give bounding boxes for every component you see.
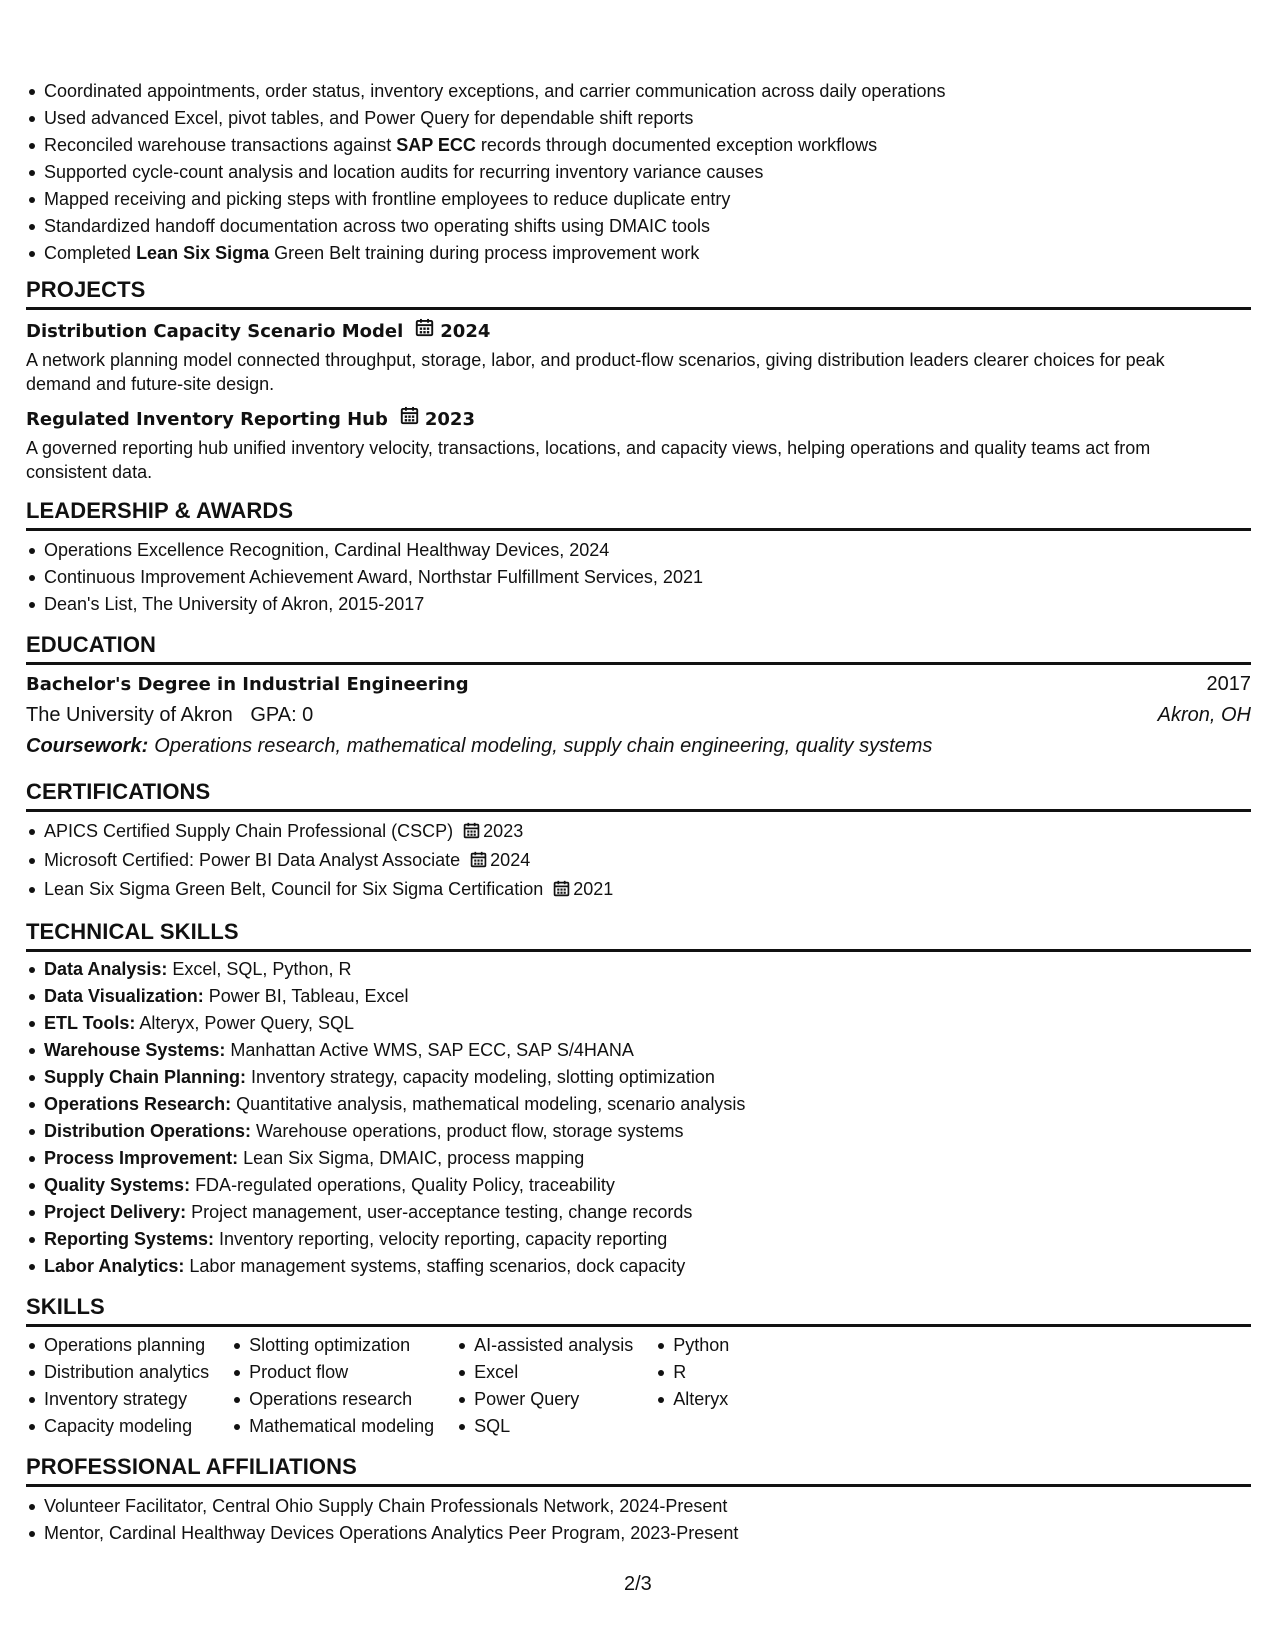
- certification-name: Lean Six Sigma Green Belt, Council for Six Sigma Certification: [44, 879, 544, 899]
- certifications-list: [26, 818, 1251, 905]
- experience-bullet: [26, 132, 1251, 159]
- school-location: Akron, OH: [1157, 704, 1251, 726]
- technical-skill-label: Data Analysis:: [44, 959, 168, 979]
- experience-bullets: [26, 78, 1251, 267]
- technical-skill-item: [26, 1118, 1251, 1145]
- bullet-text-end: Green Belt training during process improvement work: [269, 243, 700, 263]
- education-school-row: [26, 700, 1251, 731]
- technical-skill-label: Project Delivery:: [44, 1202, 187, 1222]
- skill-item: Slotting optimization: [231, 1332, 434, 1359]
- technical-skill-value: Quantitative analysis, mathematical modeling, scenario analysis: [231, 1094, 746, 1114]
- award-item: Dean's List, The University of Akron, 2015-2017: [26, 591, 1251, 618]
- skill-item: R: [655, 1359, 729, 1386]
- experience-bullet: [26, 105, 1251, 132]
- education-header-row: [26, 669, 1251, 700]
- skill-item: Distribution analytics: [26, 1359, 209, 1386]
- certification-year: 2024: [490, 850, 531, 870]
- skill-item: Alteryx: [655, 1386, 729, 1413]
- certification-item: [26, 818, 1251, 847]
- project-item: [26, 318, 1251, 396]
- technical-skill-label: Quality Systems:: [44, 1175, 191, 1195]
- certifications-section: [26, 778, 1251, 905]
- experience-bullet: [26, 78, 1251, 105]
- calendar-icon: [400, 406, 419, 434]
- affiliations-list: [26, 1493, 1251, 1547]
- calendar-icon: [470, 849, 487, 876]
- skill-item: Power Query: [456, 1386, 633, 1413]
- technical-skill-label: ETL Tools:: [44, 1013, 136, 1033]
- technical-skill-item: [26, 1253, 1251, 1280]
- technical-skill-item: [26, 1037, 1251, 1064]
- project-name: Regulated Inventory Reporting Hub: [26, 409, 388, 430]
- bullet-text: Used advanced Excel, pivot tables, and Power Query for dependable shift reports: [44, 108, 694, 128]
- certification-year: 2023: [483, 821, 524, 841]
- bullet-text-end: records through documented exception workflows: [475, 135, 878, 155]
- section-title-certifications: CERTIFICATIONS: [26, 778, 1251, 812]
- technical-skill-label: Supply Chain Planning:: [44, 1067, 246, 1087]
- school-name: The University of Akron: [26, 704, 233, 726]
- skill-item: Product flow: [231, 1359, 434, 1386]
- experience-bullet: [26, 159, 1251, 186]
- technical-skill-label: Process Improvement:: [44, 1148, 239, 1168]
- technical-skill-label: Operations Research:: [44, 1094, 232, 1114]
- skills-grid: [26, 1332, 1251, 1440]
- project-header: [26, 318, 1251, 346]
- technical-skill-label: Distribution Operations:: [44, 1121, 251, 1141]
- technical-skill-label: Data Visualization:: [44, 986, 204, 1006]
- skill-item: Capacity modeling: [26, 1413, 209, 1440]
- projects-section: [26, 276, 1251, 484]
- section-title-technical-skills: TECHNICAL SKILLS: [26, 918, 1251, 952]
- project-year: 2023: [424, 409, 475, 430]
- experience-bullet: [26, 186, 1251, 213]
- section-title-skills: SKILLS: [26, 1293, 1251, 1327]
- degree-name: Bachelor's Degree in Industrial Engineering: [26, 674, 469, 695]
- bullet-text: Completed: [44, 243, 137, 263]
- skills-column: [26, 1332, 209, 1440]
- coursework-label: Coursework:: [26, 735, 149, 757]
- award-item: Operations Excellence Recognition, Cardinal Healthway Devices, 2024: [26, 537, 1251, 564]
- technical-skill-item: [26, 956, 1251, 983]
- technical-skill-label: Warehouse Systems:: [44, 1040, 226, 1060]
- skill-item: Inventory strategy: [26, 1386, 209, 1413]
- technical-skill-label: Reporting Systems:: [44, 1229, 215, 1249]
- certification-year: 2021: [573, 879, 614, 899]
- awards-list: [26, 537, 1251, 618]
- affiliation-item: Volunteer Facilitator, Central Ohio Supply Chain Professionals Network, 2024-Present: [26, 1493, 1251, 1520]
- section-title-projects: PROJECTS: [26, 276, 1251, 310]
- bullet-text: Coordinated appointments, order status, inventory exceptions, and carrier communication across daily operations: [44, 81, 946, 101]
- calendar-icon: [415, 318, 434, 346]
- certification-item: [26, 876, 1251, 905]
- education-section: [26, 631, 1251, 762]
- bullet-text: Mapped receiving and picking steps with frontline employees to reduce duplicate entry: [44, 189, 731, 209]
- skill-item: SQL: [456, 1413, 633, 1440]
- technical-skill-item: [26, 1172, 1251, 1199]
- technical-skill-item: [26, 1145, 1251, 1172]
- bullet-text: Reconciled warehouse transactions against: [44, 135, 397, 155]
- calendar-icon: [553, 878, 570, 905]
- technical-skills-section: [26, 918, 1251, 1280]
- coursework-text: Operations research, mathematical modeling, supply chain engineering, quality systems: [154, 735, 933, 757]
- skills-column: [655, 1332, 729, 1440]
- bullet-bold: SAP ECC: [396, 135, 476, 155]
- experience-bullet: [26, 213, 1251, 240]
- technical-skill-item: [26, 1226, 1251, 1253]
- resume-page: [26, 78, 1251, 1547]
- skill-item: Excel: [456, 1359, 633, 1386]
- technical-skill-value: Labor management systems, staffing scenarios, dock capacity: [184, 1256, 686, 1276]
- calendar-icon: [463, 820, 480, 847]
- technical-skill-item: [26, 1010, 1251, 1037]
- technical-skill-value: Warehouse operations, product flow, storage systems: [251, 1121, 684, 1141]
- technical-skill-value: Alteryx, Power Query, SQL: [135, 1013, 355, 1033]
- page-number: 2/3: [624, 1573, 652, 1595]
- technical-skill-value: Manhattan Active WMS, SAP ECC, SAP S/4HANA: [225, 1040, 634, 1060]
- affiliations-section: [26, 1453, 1251, 1547]
- skills-column: [231, 1332, 434, 1440]
- certification-item: [26, 847, 1251, 876]
- skill-item: Mathematical modeling: [231, 1413, 434, 1440]
- bullet-bold: Lean Six Sigma: [136, 243, 270, 263]
- technical-skill-item: [26, 1091, 1251, 1118]
- projects-list: [26, 318, 1251, 484]
- certification-name: Microsoft Certified: Power BI Data Analyst Associate: [44, 850, 461, 870]
- skill-item: Python: [655, 1332, 729, 1359]
- bullet-text: Supported cycle-count analysis and location audits for recurring inventory variance causes: [44, 162, 764, 182]
- technical-skill-item: [26, 1199, 1251, 1226]
- skills-column: [456, 1332, 633, 1440]
- project-description: A governed reporting hub unified inventory velocity, transactions, locations, and capacity views, helping operations and quality teams act from consistent data.: [26, 438, 1151, 482]
- technical-skill-value: Project management, user-acceptance testing, change records: [186, 1202, 693, 1222]
- section-title-education: EDUCATION: [26, 631, 1251, 665]
- section-title-awards: LEADERSHIP & AWARDS: [26, 497, 1251, 531]
- project-item: [26, 406, 1251, 484]
- bullet-text: Standardized handoff documentation across two operating shifts using DMAIC tools: [44, 216, 711, 236]
- technical-skill-value: Excel, SQL, Python, R: [167, 959, 352, 979]
- skill-item: Operations planning: [26, 1332, 209, 1359]
- section-title-affiliations: PROFESSIONAL AFFILIATIONS: [26, 1453, 1251, 1487]
- technical-skill-value: Power BI, Tableau, Excel: [203, 986, 409, 1006]
- affiliation-item: Mentor, Cardinal Healthway Devices Operations Analytics Peer Program, 2023-Present: [26, 1520, 1251, 1547]
- gpa: GPA: 0: [250, 704, 314, 726]
- technical-skill-label: Labor Analytics:: [44, 1256, 185, 1276]
- award-item: Continuous Improvement Achievement Award, Northstar Fulfillment Services, 2021: [26, 564, 1251, 591]
- project-name: Distribution Capacity Scenario Model: [26, 321, 404, 342]
- project-header: [26, 406, 1251, 434]
- skill-item: AI-assisted analysis: [456, 1332, 633, 1359]
- technical-skill-item: [26, 983, 1251, 1010]
- experience-bullet: [26, 240, 1251, 267]
- project-description: A network planning model connected throughput, storage, labor, and product-flow scenarios, giving distribution leaders clearer choices for peak demand and future-site design.: [26, 350, 1165, 394]
- awards-section: [26, 497, 1251, 618]
- graduation-year: 2017: [1206, 673, 1251, 695]
- technical-skill-item: [26, 1064, 1251, 1091]
- project-year: 2024: [440, 321, 491, 342]
- certification-name: APICS Certified Supply Chain Professional (CSCP): [44, 821, 454, 841]
- technical-skills-list: [26, 956, 1251, 1280]
- coursework-row: [26, 731, 1251, 762]
- technical-skill-value: Inventory reporting, velocity reporting, capacity reporting: [214, 1229, 668, 1249]
- technical-skill-value: FDA-regulated operations, Quality Policy, traceability: [190, 1175, 615, 1195]
- skill-item: Operations research: [231, 1386, 434, 1413]
- technical-skill-value: Inventory strategy, capacity modeling, slotting optimization: [246, 1067, 715, 1087]
- technical-skill-value: Lean Six Sigma, DMAIC, process mapping: [238, 1148, 585, 1168]
- skills-section: [26, 1293, 1251, 1440]
